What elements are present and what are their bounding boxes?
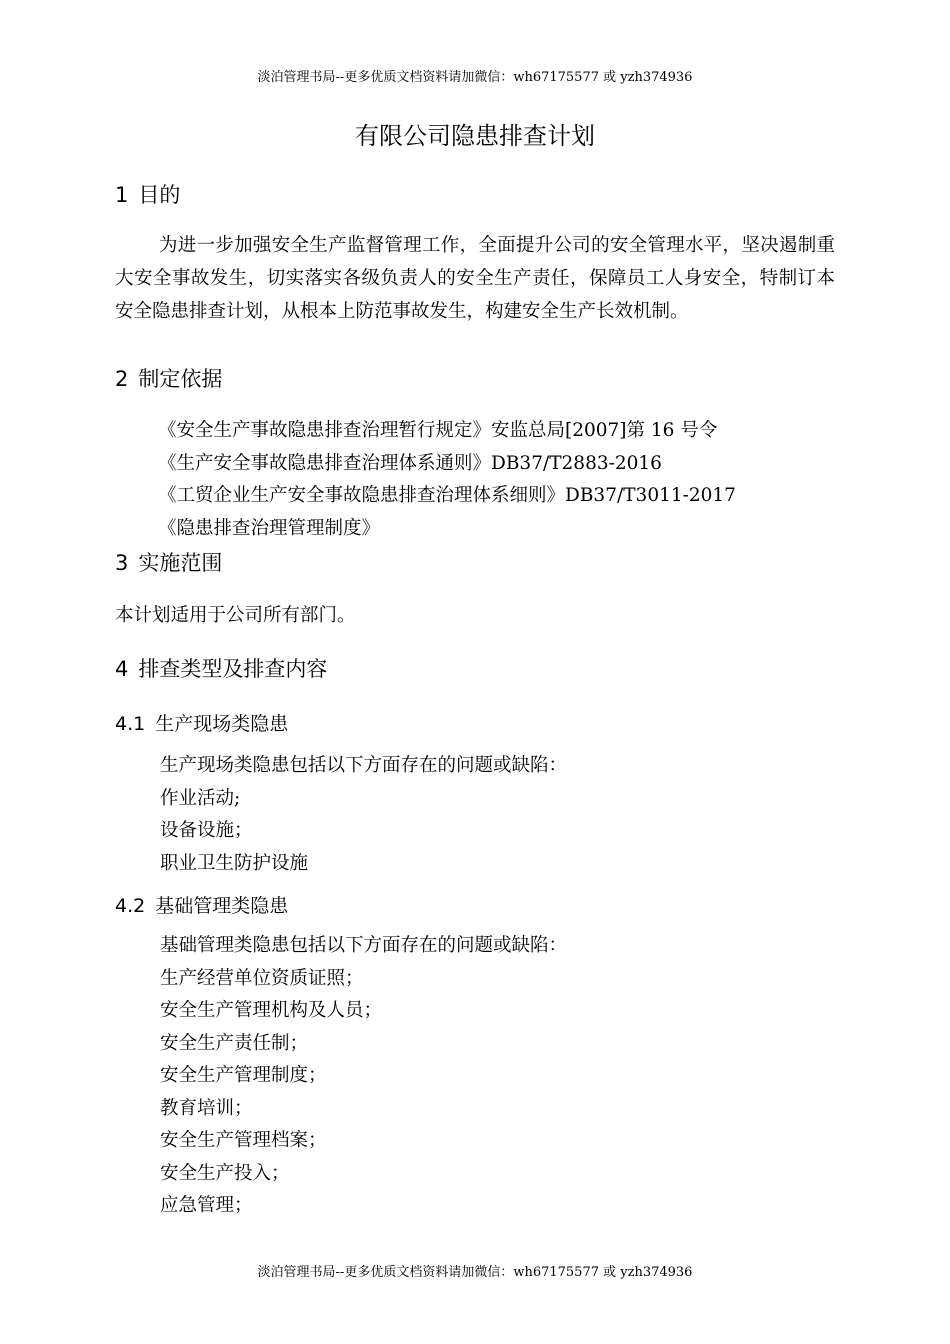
list-item: 《隐患排查治理管理制度》 (158, 517, 381, 539)
section-number: 3 (115, 551, 129, 575)
list-item: 应急管理； (160, 1195, 253, 1216)
section-title: 排查类型及排查内容 (138, 657, 328, 681)
list-item: 设备设施； (160, 820, 253, 841)
section-number: 4 (115, 657, 129, 681)
section-1-paragraph: 为进一步加强安全生产监督管理工作，全面提升公司的安全管理水平，坚决遏制重大安全事故发生，切实落实各级负责人的安全生产责任，保障员工人身安全，特制订本安全隐患排查计划，从根本上防范事故发生，构建安全生产长效机制。 (115, 235, 835, 322)
section-number: 1 (115, 183, 129, 207)
section-3-heading (115, 549, 222, 577)
section-4-heading (115, 655, 327, 683)
management-hazard-list (160, 930, 567, 1223)
section-number: 2 (115, 367, 129, 391)
list-item: 安全生产投入； (160, 1162, 290, 1184)
list-item: 《安全生产事故隐患排查治理暂行规定》安监总局[2007]第 16 号令 (158, 420, 718, 441)
section-title: 目的 (138, 183, 181, 207)
site-hazard-list (160, 750, 567, 880)
list-item: 安全生产责任制； (160, 1032, 309, 1054)
section-title: 制定依据 (138, 367, 223, 391)
list-item: 《生产安全事故隐患排查治理体系通则》DB37/T2883-2016 (158, 452, 662, 474)
section-number: 4.2 (115, 895, 146, 917)
list-item: 作业活动; (160, 787, 241, 809)
list-item: 教育培训； (160, 1097, 253, 1119)
section-title: 实施范围 (138, 551, 223, 575)
section-4-1-heading (115, 710, 288, 738)
list-item: 生产经营单位资质证照； (160, 967, 364, 989)
basis-list (158, 415, 736, 545)
section-title: 基础管理类隐患 (155, 895, 289, 917)
page-footer: 淡泊管理书局--更多优质文档资料请加微信：wh67175577 或 yzh374936 (257, 1265, 693, 1280)
section-title: 生产现场类隐患 (155, 713, 289, 735)
list-item: 安全生产管理制度； (160, 1065, 327, 1086)
list-item: 安全生产管理档案； (160, 1130, 327, 1151)
section-3-text: 本计划适用于公司所有部门。 (115, 605, 356, 626)
list-item: 生产现场类隐患包括以下方面存在的问题或缺陷： (160, 755, 568, 776)
section-4-2-heading (115, 892, 288, 920)
section-1-heading (115, 181, 180, 209)
list-item: 职业卫生防护设施 (160, 852, 309, 874)
list-item: 《工贸企业生产安全事故隐患排查治理体系细则》DB37/T3011-2017 (158, 485, 736, 506)
section-2-heading (115, 365, 222, 393)
list-item: 基础管理类隐患包括以下方面存在的问题或缺陷： (160, 935, 568, 956)
section-number: 4.1 (115, 713, 146, 735)
document-title: 有限公司隐患排查计划 (355, 122, 595, 150)
list-item: 安全生产管理机构及人员； (160, 1000, 383, 1021)
page-header: 淡泊管理书局--更多优质文档资料请加微信：wh67175577 或 yzh374936 (257, 70, 693, 85)
